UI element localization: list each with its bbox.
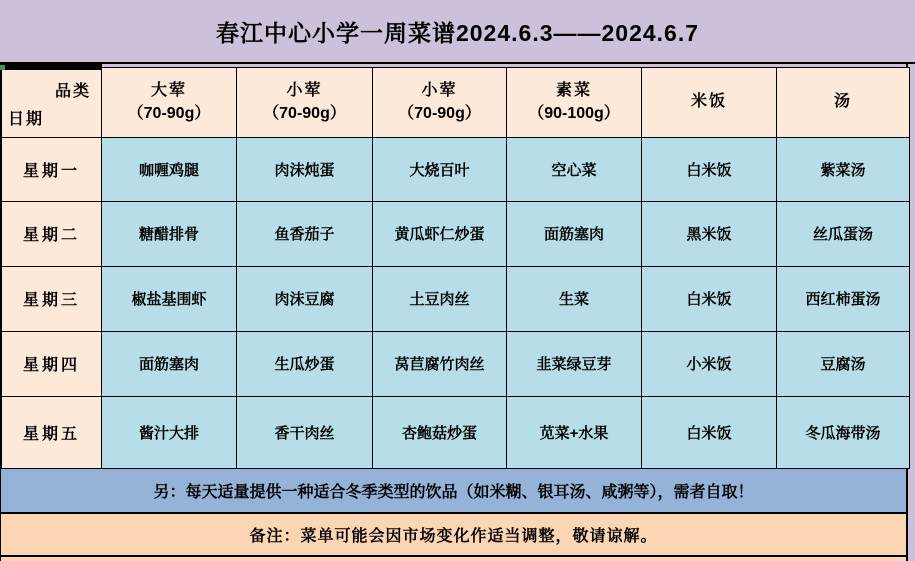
corner-label-date: 日期 [8, 110, 45, 128]
menu-cell: 大烧百叶 [373, 137, 507, 201]
day-cell: 星期三 [2, 266, 102, 331]
column-header-sucai: 素菜 （90-100g） [507, 67, 642, 137]
menu-cell: 冬瓜海带汤 [777, 396, 910, 468]
menu-cell: 丝瓜蛋汤 [777, 201, 910, 266]
menu-cell: 鱼香茄子 [237, 201, 373, 266]
day-cell: 星期四 [2, 331, 102, 396]
menu-cell: 黄瓜虾仁炒蛋 [373, 201, 507, 266]
menu-cell: 土豆肉丝 [373, 266, 507, 331]
menu-cell: 咖喱鸡腿 [102, 137, 237, 201]
day-cell: 星期一 [2, 137, 102, 201]
menu-cell: 生菜 [507, 266, 642, 331]
menu-cell: 空心菜 [507, 137, 642, 201]
menu-cell: 白米饭 [642, 396, 777, 468]
menu-cell: 肉沫豆腐 [237, 266, 373, 331]
menu-cell: 肉沫炖蛋 [237, 137, 373, 201]
table-row-thursday [2, 331, 910, 396]
menu-table [1, 64, 910, 469]
day-cell: 星期二 [2, 201, 102, 266]
column-header-tang: 汤 [777, 67, 910, 137]
menu-cell: 莴苣腐竹肉丝 [373, 331, 507, 396]
remark-note: 备注：菜单可能会因市场变化作适当调整，敬请谅解。 [1, 514, 906, 558]
menu-cell: 韭菜绿豆芽 [507, 331, 642, 396]
drink-note: 另：每天适量提供一种适合冬季类型的饮品（如米糊、银耳汤、咸粥等），需者自取！ [1, 469, 906, 514]
menu-sheet [0, 64, 908, 561]
menu-cell: 椒盐基围虾 [102, 266, 237, 331]
menu-cell: 杏鲍菇炒蛋 [373, 396, 507, 468]
day-cell: 星期五 [2, 396, 102, 468]
corner-mark [0, 65, 5, 70]
corner-label-category: 品类 [54, 83, 91, 100]
menu-cell: 白米饭 [642, 266, 777, 331]
menu-cell: 苋菜+水果 [507, 396, 642, 468]
column-header-xiaohun-2: 小荤 （70-90g） [373, 67, 507, 137]
column-header-xiaohun-1: 小荤 （70-90g） [237, 67, 373, 137]
menu-cell: 黑米饭 [642, 201, 777, 266]
table-row-tuesday [2, 201, 910, 266]
bottom-strip [1, 557, 906, 561]
header-row [2, 67, 910, 137]
menu-cell: 生瓜炒蛋 [237, 331, 373, 396]
column-header-mifan: 米饭 [642, 67, 777, 137]
menu-cell: 紫菜汤 [777, 137, 910, 201]
table-row-wednesday [2, 266, 910, 331]
menu-cell: 面筋塞肉 [507, 201, 642, 266]
menu-cell: 面筋塞肉 [102, 331, 237, 396]
table-row-friday [2, 396, 910, 468]
column-header-dahun: 大荤 （70-90g） [102, 67, 237, 137]
menu-cell: 白米饭 [642, 137, 777, 201]
menu-cell: 豆腐汤 [777, 331, 910, 396]
menu-cell: 西红柿蛋汤 [777, 266, 910, 331]
menu-cell: 香干肉丝 [237, 396, 373, 468]
menu-cell: 酱汁大排 [102, 396, 237, 468]
page-title: 春江中心小学一周菜谱2024.6.3——2024.6.7 [0, 0, 915, 64]
corner-header-cell [2, 67, 102, 137]
menu-cell: 小米饭 [642, 331, 777, 396]
table-row-monday [2, 137, 910, 201]
menu-cell: 糖醋排骨 [102, 201, 237, 266]
